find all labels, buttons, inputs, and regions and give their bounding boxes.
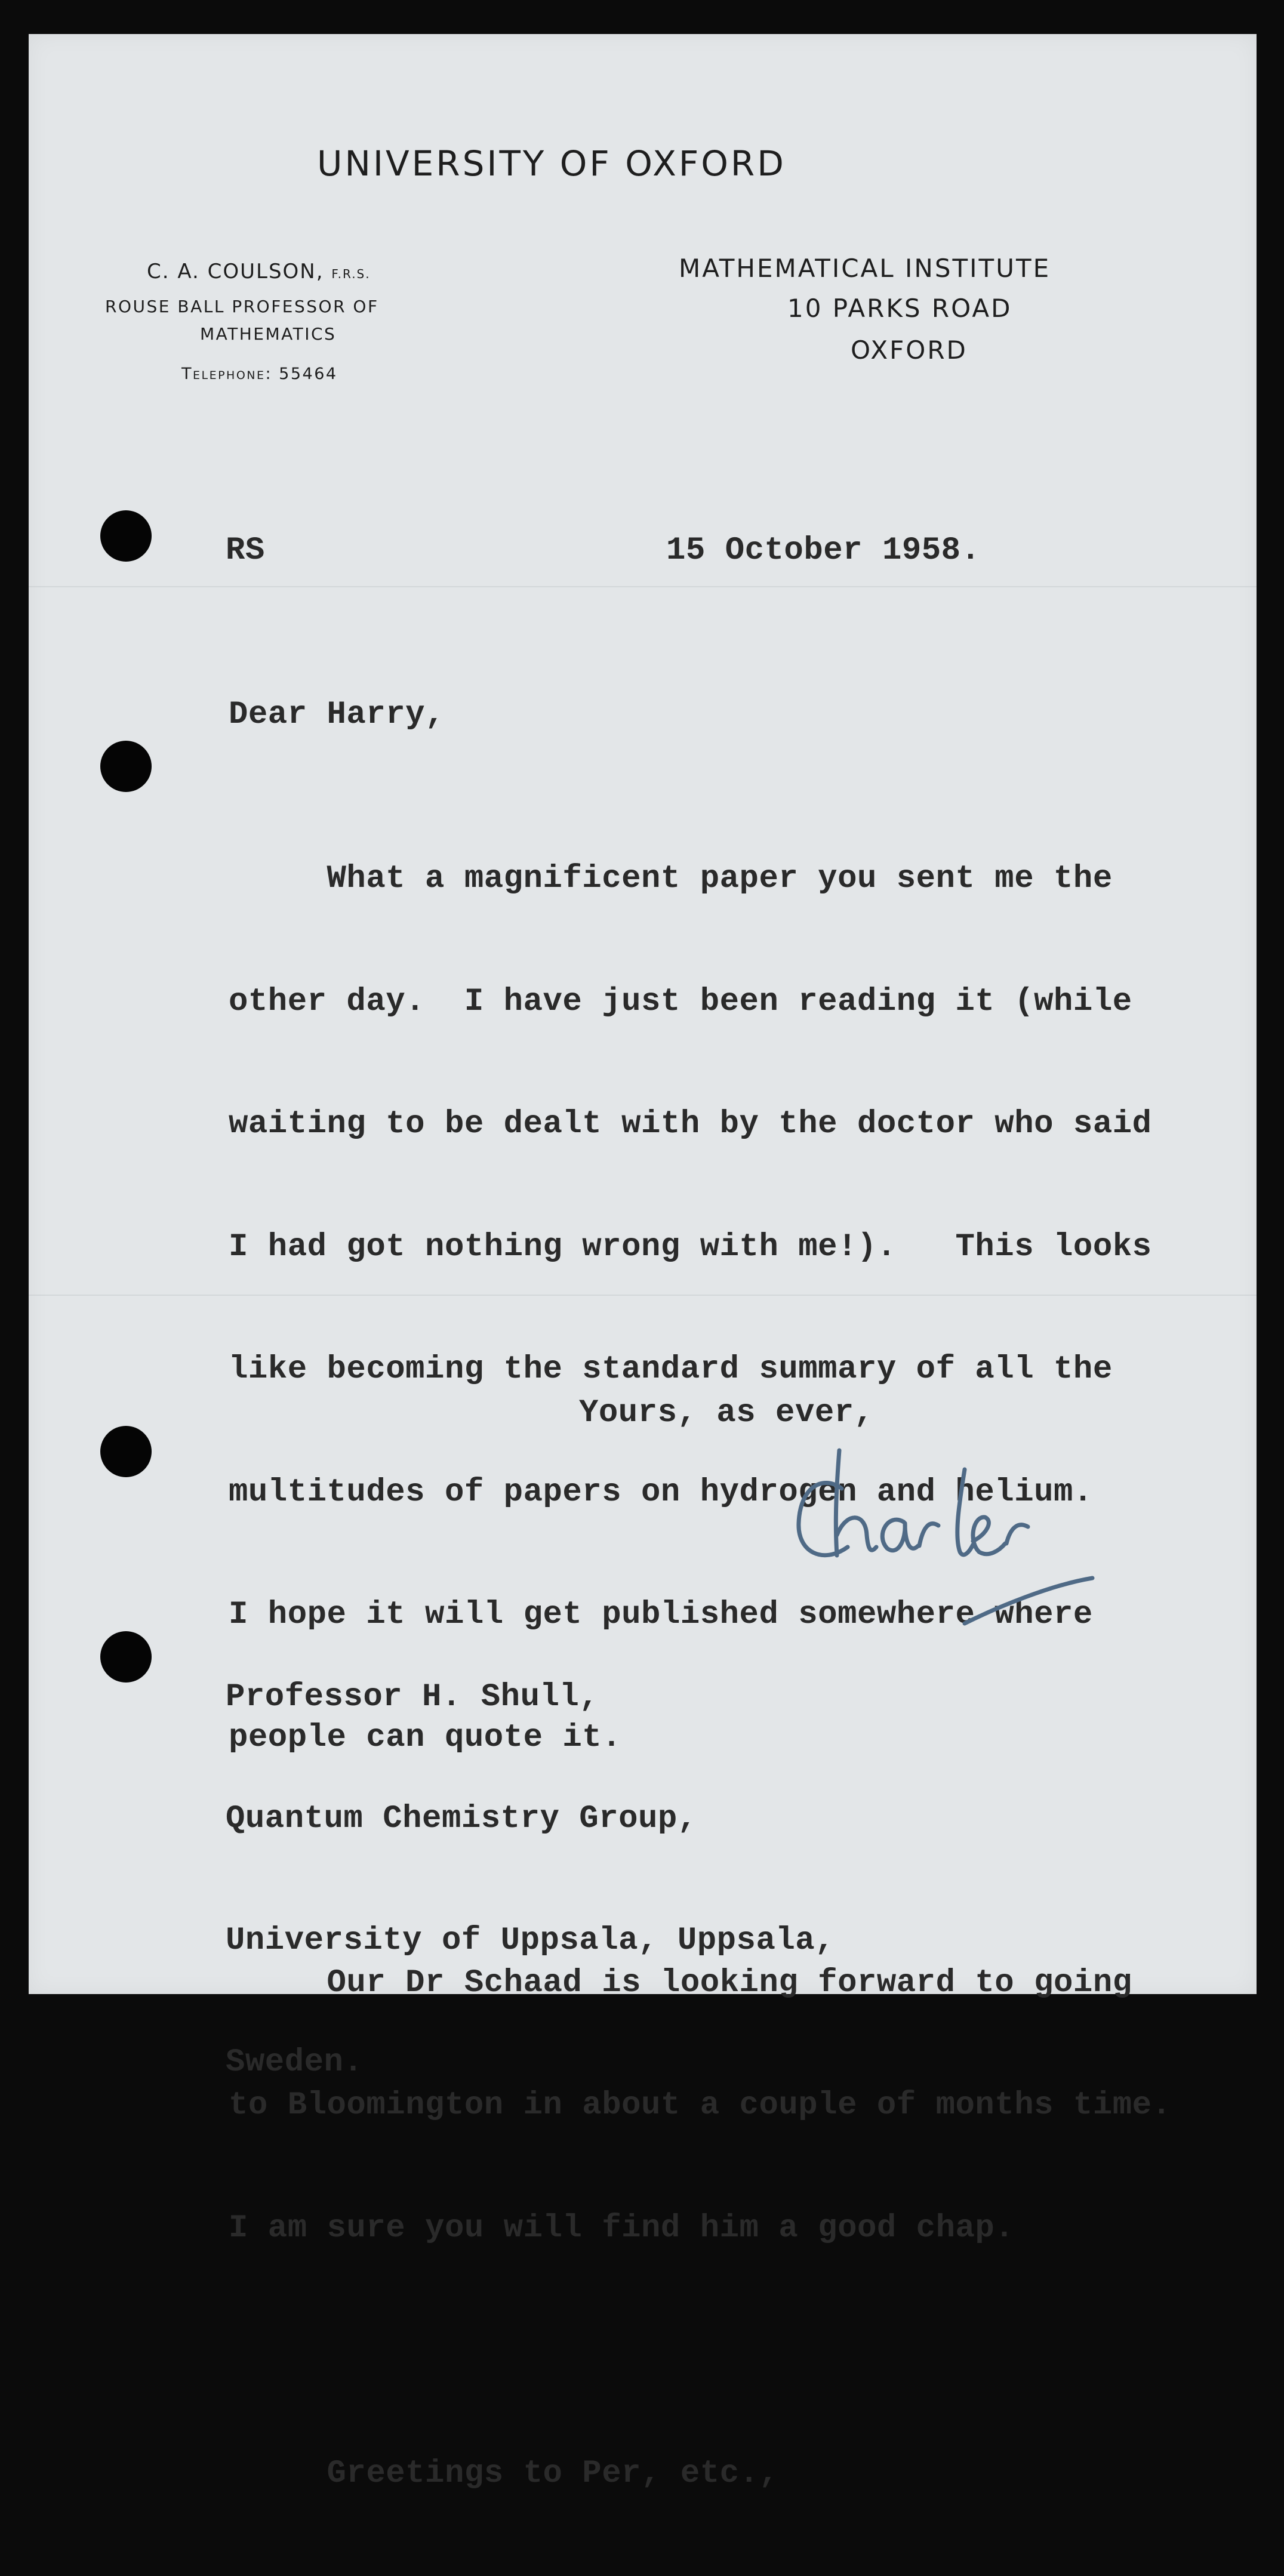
letter-date: 15 October 1958. [666, 532, 981, 569]
punch-hole-3 [100, 1426, 152, 1477]
body-line: multitudes of papers on hydrogen and helium. [229, 1474, 1093, 1511]
punch-hole-1 [100, 510, 152, 562]
body-line [229, 2331, 1171, 2372]
body-line: I had got nothing wrong with me!). This looks [229, 1228, 1152, 1265]
punch-hole-4 [100, 1631, 152, 1683]
body-line: I am sure you will find him a good chap. [229, 2210, 1015, 2247]
punch-hole-2 [100, 741, 152, 792]
body-line: What a magnificent paper you sent me the [229, 861, 1113, 897]
professor-name: C. A. COULSON, [147, 260, 324, 284]
professor-title-line2: MATHEMATICS [200, 324, 337, 344]
reference-code: RS [226, 532, 265, 569]
body-line: like becoming the standard summary of all the [229, 1351, 1113, 1388]
letterhead-telephone: Telephone: 55464 [181, 365, 338, 383]
letterhead-university: UNIVERSITY OF OXFORD [317, 143, 786, 184]
recipient-group: Quantum Chemistry Group, [226, 1801, 697, 1837]
recipient-address [226, 1596, 835, 2164]
closing: Yours, as ever, [579, 1395, 874, 1431]
body-line: other day. I have just been reading it (while [229, 983, 1132, 1020]
letterhead-professor [147, 260, 371, 284]
body-line: people can quote it. [229, 1719, 622, 1756]
letterhead-city: OXFORD [851, 335, 968, 365]
body-line: to Bloomington in about a couple of months time. [229, 2087, 1172, 2124]
fold-line-upper [29, 586, 1257, 587]
recipient-university: University of Uppsala, Uppsala, [226, 1922, 835, 1959]
recipient-name: Professor H. Shull, [226, 1679, 599, 1715]
professor-honours: F.R.S. [331, 267, 371, 281]
letterhead-street: 10 PARKS ROAD [787, 294, 1012, 323]
professor-title-line1: ROUSE BALL PROFESSOR OF [105, 297, 379, 316]
salutation: Dear Harry, [229, 697, 445, 733]
body-line: Our Dr Schaad is looking forward to going [229, 1964, 1132, 2001]
recipient-country: Sweden. [226, 2044, 364, 2081]
letter-page [29, 34, 1257, 2492]
body-line: Greetings to Per, etc., [229, 2455, 779, 2492]
body-line: waiting to be dealt with by the doctor who said [229, 1106, 1152, 1142]
handwritten-signature [787, 1446, 1109, 1643]
body-line: I hope it will get published somewhere where [229, 1597, 1093, 1633]
letterhead-institute: MATHEMATICAL INSTITUTE [679, 254, 1051, 283]
